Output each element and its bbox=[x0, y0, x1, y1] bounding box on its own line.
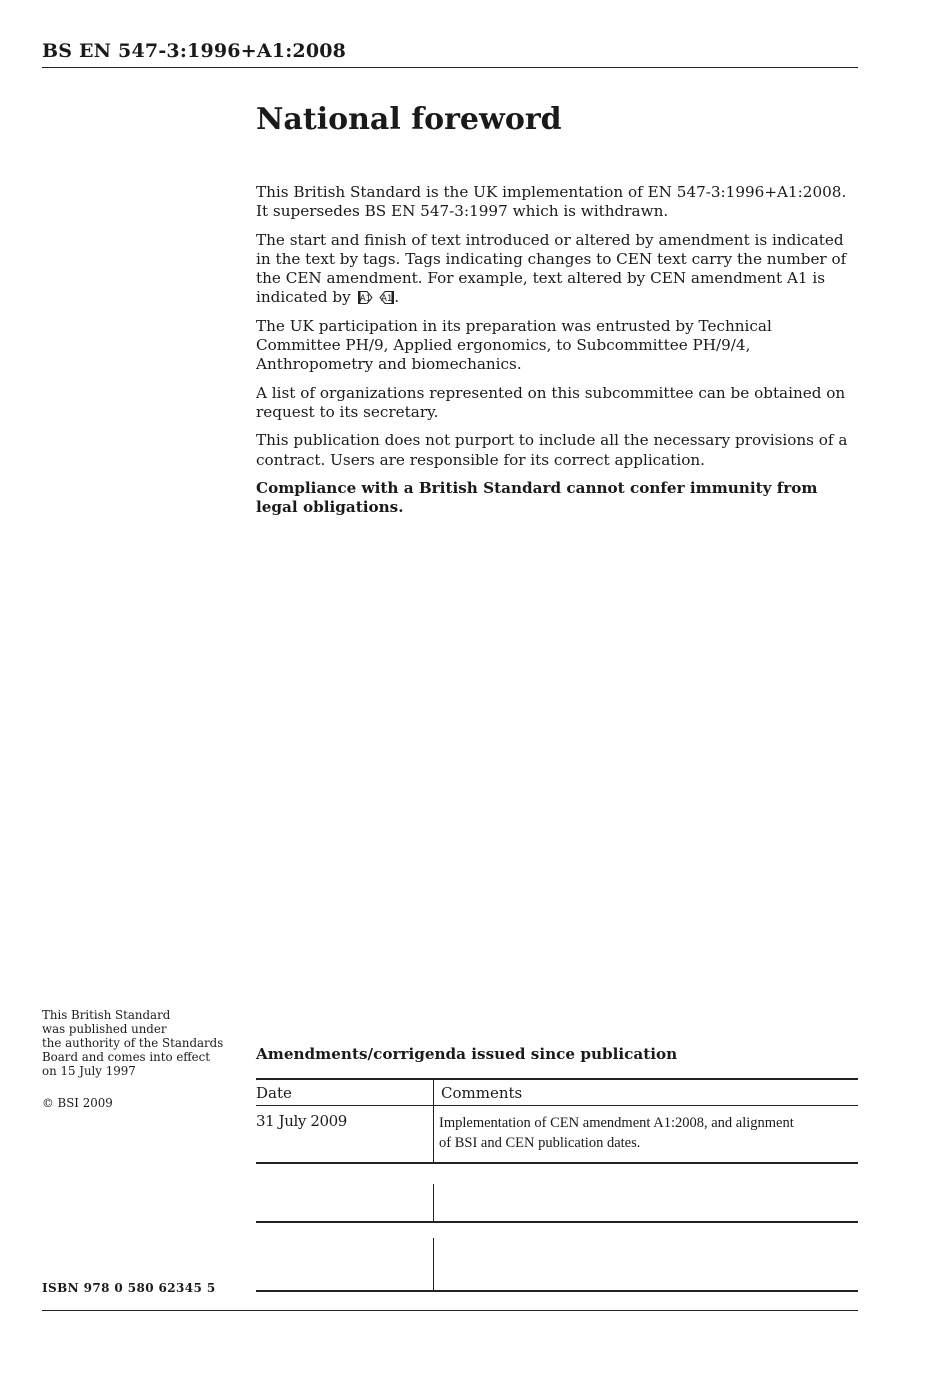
amendment-open-tag-icon bbox=[358, 291, 373, 304]
copyright: © BSI 2009 bbox=[42, 1096, 113, 1110]
paragraph-participation: The UK participation in its preparation was entrusted by Technical Committee PH/9, Applied ergonomics, to Subcommittee PH/9/4, Anthropometry and biomechanics. bbox=[256, 316, 772, 374]
publication-note-line: the authority of the Standards bbox=[42, 1036, 224, 1050]
table-top-rule bbox=[256, 1078, 858, 1080]
column-header-date: Date bbox=[256, 1084, 292, 1102]
publication-note-line: This British Standard bbox=[42, 1008, 171, 1022]
paragraph-organizations: A list of organizations represented on this subcommittee can be obtained on request to its secretary. bbox=[256, 383, 846, 421]
row-rule bbox=[256, 1221, 858, 1223]
standard-id: BS EN 547-3:1996+A1:2008 bbox=[42, 40, 347, 62]
header-rule bbox=[256, 1105, 858, 1106]
row-date: 31 July 2009 bbox=[256, 1112, 347, 1130]
table-bottom-rule bbox=[256, 1290, 858, 1292]
row-column-divider bbox=[433, 1106, 434, 1163]
header-divider bbox=[42, 67, 858, 68]
isbn: ISBN 978 0 580 62345 5 bbox=[42, 1281, 216, 1295]
paragraph-provisions: This publication does not purport to include all the necessary provisions of a contract. Users are responsible for its correct application. bbox=[256, 431, 848, 469]
publication-note bbox=[42, 1008, 242, 1110]
row-comment-line: of BSI and CEN publication dates. bbox=[439, 1135, 641, 1151]
paragraph-implementation: This British Standard is the UK implementation of EN 547-3:1996+A1:2008. It supersedes BS EN 547-3:1997 which is withdrawn. bbox=[256, 183, 847, 221]
amendments-heading: Amendments/corrigenda issued since publication bbox=[256, 1045, 678, 1063]
publication-note-line: was published under bbox=[42, 1022, 167, 1036]
publication-note-line: Board and comes into effect bbox=[42, 1050, 211, 1064]
paragraph-amendment-tags bbox=[256, 231, 856, 308]
empty-row-column-divider bbox=[433, 1238, 434, 1291]
publication-note-line: on 15 July 1997 bbox=[42, 1064, 136, 1078]
amendment-close-tag-label: A1 bbox=[381, 294, 393, 305]
row-comment-line: Implementation of CEN amendment A1:2008, and alignment bbox=[439, 1115, 794, 1131]
foreword-body bbox=[256, 183, 856, 526]
row-rule bbox=[256, 1162, 858, 1164]
amendment-close-tag-icon bbox=[379, 291, 394, 304]
paragraph-compliance: Compliance with a British Standard cannot confer immunity from legal obligations. bbox=[256, 478, 818, 517]
tag-suffix: . bbox=[394, 288, 400, 307]
footer-divider bbox=[42, 1310, 858, 1311]
row-comment bbox=[439, 1113, 794, 1153]
paragraph-amendment-tags-text: The start and finish of text introduced or altered by amendment is indicated in the text by tags. Tags indicating changes to CEN text carry the number of the CEN amendment. For example, text altered by CEN amendment A1 is indicated by bbox=[256, 230, 847, 307]
amendment-open-tag-label: A1 bbox=[359, 294, 371, 305]
column-header-comments: Comments bbox=[441, 1084, 523, 1102]
header-column-divider bbox=[433, 1078, 434, 1106]
empty-row-column-divider bbox=[433, 1184, 434, 1222]
page-title: National foreword bbox=[256, 102, 562, 137]
